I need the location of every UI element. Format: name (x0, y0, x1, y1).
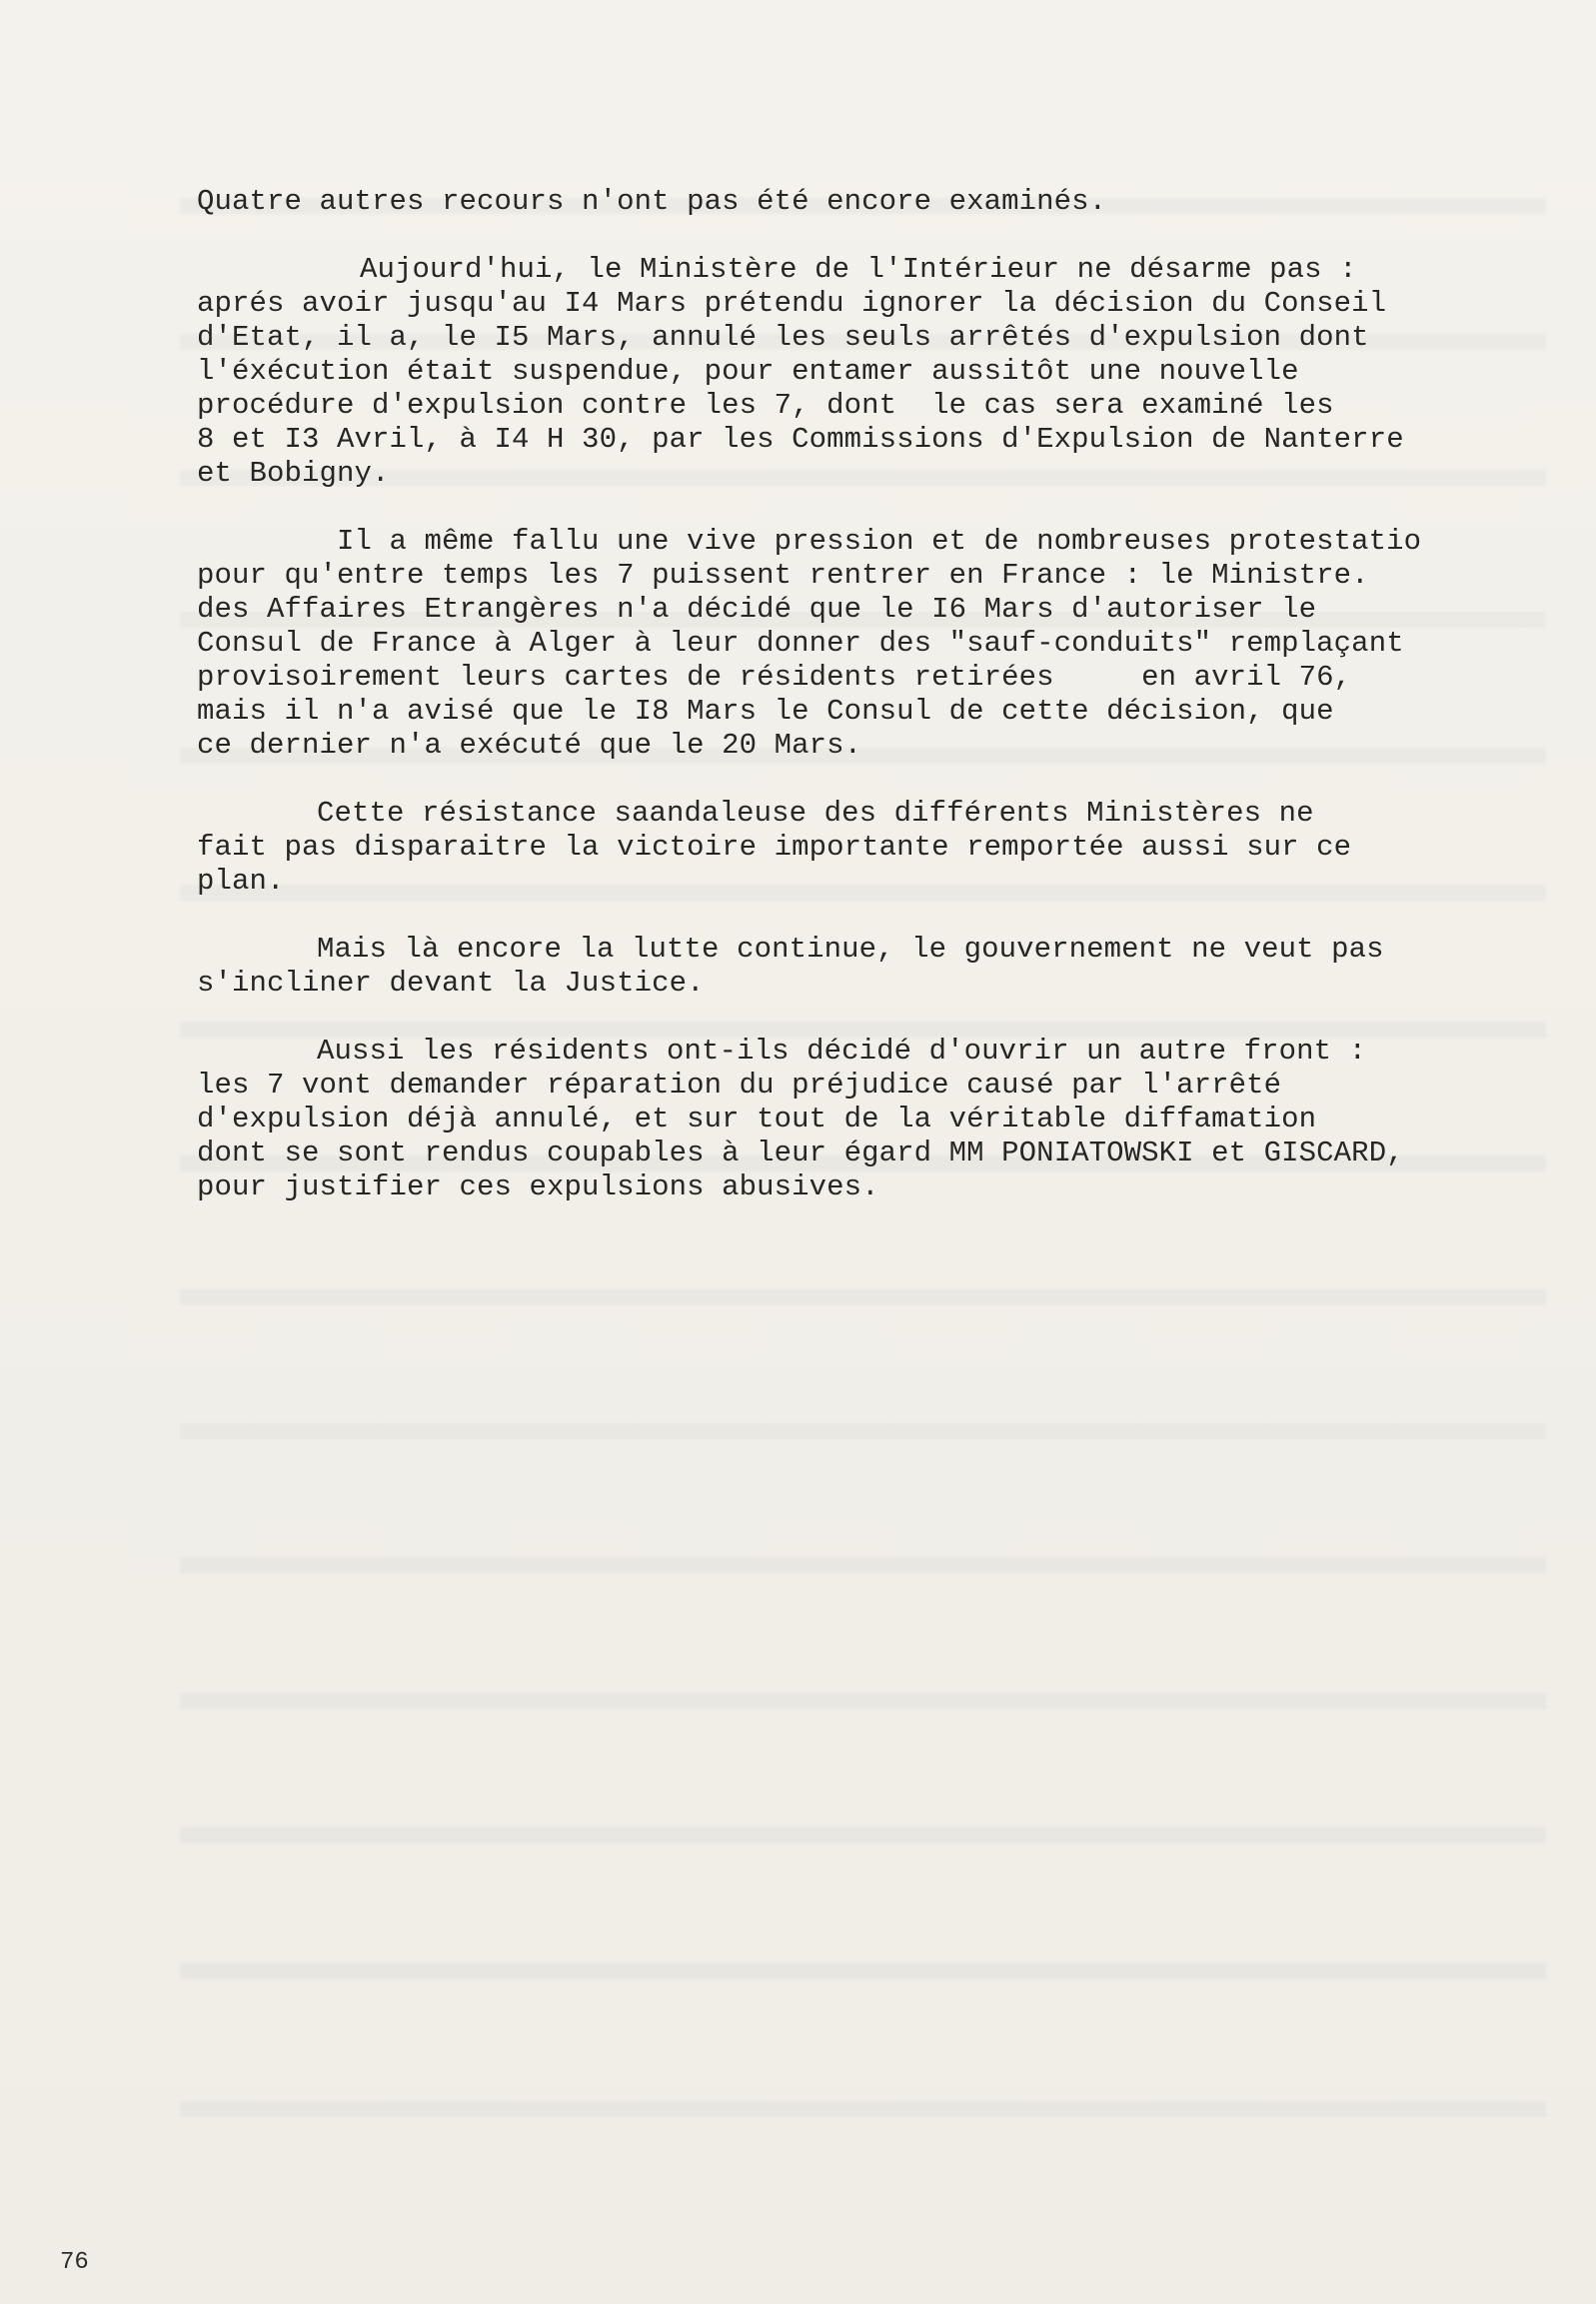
show-through-line (180, 1289, 1546, 1305)
text-line: aprés avoir jusqu'au I4 Mars prétendu ignorer la décision du Conseil (197, 287, 1387, 320)
text-line: provisoirement leurs cartes de résidents retirées en avril 76, (197, 661, 1352, 694)
text-line: fait pas disparaitre la victoire importante remportée aussi sur ce (197, 831, 1352, 864)
text-line: ce dernier n'a exécuté que le 20 Mars. (197, 729, 862, 762)
text-line: Consul de France à Alger à leur donner des "sauf-conduits" remplaçant (197, 627, 1404, 660)
show-through-line (180, 1557, 1546, 1573)
text-line: 8 et I3 Avril, à I4 H 30, par les Commissions d'Expulsion de Nanterre (197, 423, 1404, 456)
text-line: d'Etat, il a, le I5 Mars, annulé les seuls arrêtés d'expulsion dont (197, 321, 1369, 354)
document-body (197, 185, 1591, 1238)
text-line: les 7 vont demander réparation du préjudice causé par l'arrêté (197, 1069, 1282, 1102)
text-line: Il a même fallu une vive pression et de nombreuses protestatio (337, 525, 1422, 558)
text-line: l'éxécution était suspendue, pour entamer aussitôt une nouvelle (197, 355, 1299, 388)
paragraph-6 (197, 1035, 1591, 1204)
text-line: Cette résistance saandaleuse des différents Ministères ne (317, 797, 1314, 830)
paragraph-5 (197, 933, 1591, 1001)
text-line: Aujourd'hui, le Ministère de l'Intérieur ne désarme pas : (360, 253, 1357, 286)
text-line: plan. (197, 865, 285, 898)
text-line: dont se sont rendus coupables à leur égard MM PONIATOWSKI et GISCARD, (197, 1137, 1404, 1169)
show-through-line (180, 1423, 1546, 1439)
show-through-line (180, 1827, 1546, 1843)
text-line: d'expulsion déjà annulé, et sur tout de la véritable diffamation (197, 1103, 1317, 1136)
text-line: pour justifier ces expulsions abusives. (197, 1170, 879, 1203)
text-line: Aussi les résidents ont-ils décidé d'ouvrir un autre front : (317, 1035, 1367, 1068)
text-line: mais il n'a avisé que le I8 Mars le Consul de cette décision, que (197, 695, 1334, 728)
show-through-line (180, 1963, 1546, 1979)
show-through-line (180, 2101, 1546, 2117)
text-line: et Bobigny. (197, 457, 390, 490)
text-line: des Affaires Etrangères n'a décidé que le I6 Mars d'autoriser le (197, 593, 1317, 626)
paragraph-3 (197, 525, 1591, 763)
paragraph-2 (197, 253, 1591, 491)
show-through-line (180, 1693, 1546, 1709)
text-line: Mais là encore la lutte continue, le gouvernement ne veut pas (317, 933, 1384, 966)
text-line: s'incliner devant la Justice. (197, 967, 705, 1000)
page-number: 76 (60, 2249, 89, 2276)
paragraph-4 (197, 797, 1591, 899)
text-line: Quatre autres recours n'ont pas été encore examinés. (197, 185, 1107, 218)
text-line: pour qu'entre temps les 7 puissent rentrer en France : le Ministre. (197, 559, 1369, 592)
text-line: procédure d'expulsion contre les 7, dont le cas sera examiné les (197, 389, 1334, 422)
paragraph-1 (197, 185, 1591, 219)
